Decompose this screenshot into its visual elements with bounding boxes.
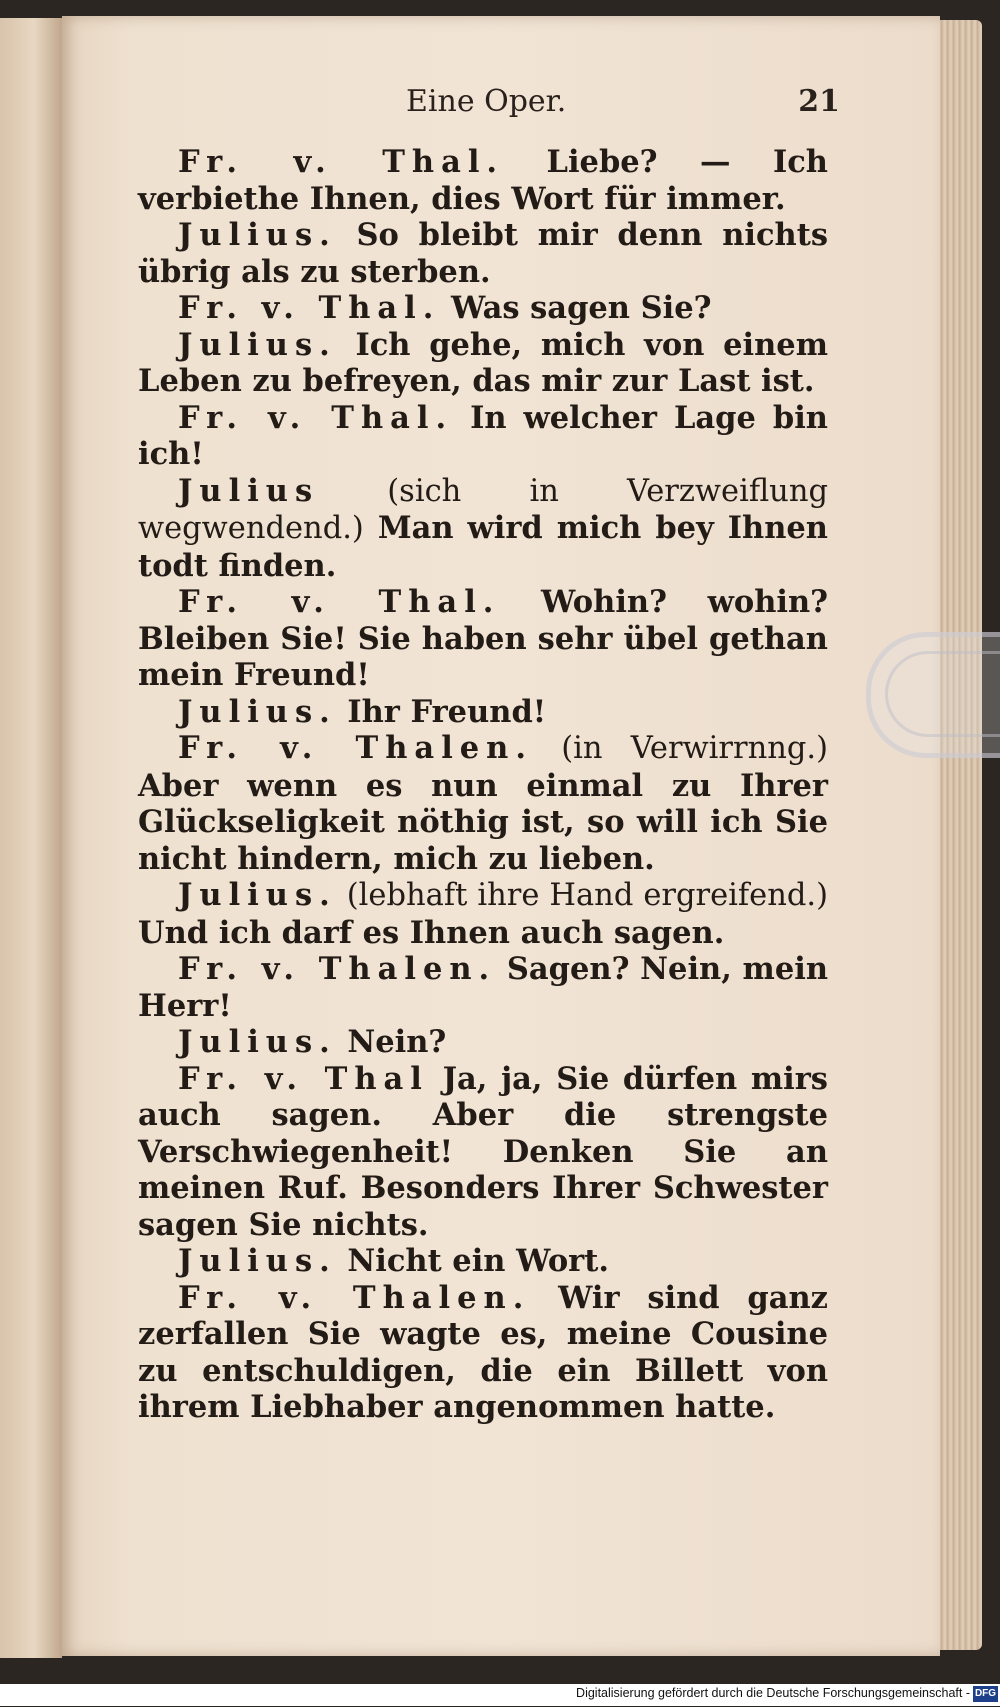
dialogue-line — [138, 290, 828, 327]
dialogue-line — [138, 473, 828, 585]
dialogue-line — [138, 1024, 828, 1061]
dialogue-line — [138, 217, 828, 290]
funding-credit: Digitalisierung gefördert durch die Deutsche Forschungsgemeinschaft - — [576, 1686, 970, 1700]
speaker-name: Julius. — [178, 693, 337, 730]
speaker-name: Julius. — [178, 217, 337, 253]
speaker-name: Fr. v. Thalen. — [178, 730, 533, 766]
dialogue-text: So bleibt mir denn nichts übrig als zu sterben. — [138, 217, 828, 290]
speaker-name: Julius. — [178, 1024, 337, 1060]
dialogue-text: Wohin? wohin? Bleiben Sie! Sie haben sehr übel gethan mein Freund! — [138, 584, 829, 693]
speaker-name: Julius. — [178, 1243, 337, 1279]
dialogue-line — [138, 1243, 828, 1280]
speaker-name: Fr. v. Thal. — [178, 290, 441, 326]
dialogue-text: Nein? — [336, 1024, 447, 1060]
dialogue-text: Was sagen Sie? — [440, 290, 712, 326]
dialogue-line — [138, 1061, 828, 1244]
facing-page-edge — [0, 18, 62, 1658]
speaker-name: Fr. v. Thal — [178, 1060, 429, 1097]
speaker-name: Fr. v. Thal. — [178, 144, 505, 180]
dialogue-line — [138, 694, 828, 731]
dialogue-text: Ihr Freund! — [336, 693, 547, 730]
page-body — [138, 144, 828, 1426]
speaker-name: Fr. v. Thalen. — [178, 1279, 531, 1316]
stage-direction: (lebhaft ihre Hand ergreifend.) — [336, 878, 828, 913]
dialogue-text: Wir sind ganz zerfallen Sie wagte es, meine Cousine zu entschuldigen, die ein Billett von ihrem Liebhaber angenommen hatte. — [138, 1279, 828, 1425]
page-header — [380, 84, 840, 124]
speaker-name: Julius. — [178, 326, 337, 363]
speaker-name: Fr. v. Thalen. — [178, 951, 497, 987]
paper-clip-icon — [866, 632, 1000, 758]
dialogue-line — [138, 1280, 828, 1426]
dialogue-line — [138, 144, 828, 217]
speaker-name: Fr. v. Thal. — [178, 584, 501, 620]
dialogue-text: Ja, ja, Sie dürfen mirs auch sagen. Aber die strengste Verschwiegenheit! Denken Sie an meinen Ruf. Besonders Ihrer Schwester sagen Sie nichts. — [138, 1060, 828, 1243]
dialogue-line — [138, 327, 828, 400]
speaker-name: Julius. — [178, 877, 337, 913]
dialogue-line — [138, 400, 828, 473]
paper-clip-loop — [885, 651, 1000, 737]
stage-direction: (sich in Verzweiflung wegwendend.) — [138, 473, 828, 546]
dialogue-text: Liebe? — Ich verbiethe Ihnen, dies Wort für immer. — [138, 144, 828, 217]
dialogue-text: Man wird mich bey Ihnen todt finden. — [138, 510, 828, 584]
digitization-footer — [0, 1684, 1000, 1706]
dialogue-line — [138, 730, 828, 877]
page-number: 21 — [798, 84, 840, 119]
dialogue-text: In welcher Lage bin ich! — [138, 399, 828, 472]
dialogue-text: Ich gehe, mich von einem Leben zu befreyen, das mir zur Last ist. — [138, 326, 828, 399]
stage-direction: (in Verwirrnng.) — [532, 731, 828, 766]
dialogue-line — [138, 877, 828, 951]
dialogue-text: Aber wenn es nun einmal zu Ihrer Glückseligkeit nöthig ist, so will ich Sie nicht hindern, mich zu lieben. — [138, 767, 828, 877]
speaker-name: Fr. v. Thal. — [178, 399, 454, 436]
dialogue-line — [138, 584, 828, 694]
dialogue-line — [138, 951, 828, 1024]
dfg-logo: DFG — [973, 1686, 998, 1702]
dialogue-text: Und ich darf es Ihnen auch sagen. — [138, 914, 725, 951]
speaker-name: Julius — [178, 472, 320, 509]
dialogue-text: Nicht ein Wort. — [336, 1243, 609, 1279]
running-title: Eine Oper. — [406, 84, 567, 119]
dialogue-text: Sagen? Nein, mein Herr! — [138, 951, 828, 1024]
